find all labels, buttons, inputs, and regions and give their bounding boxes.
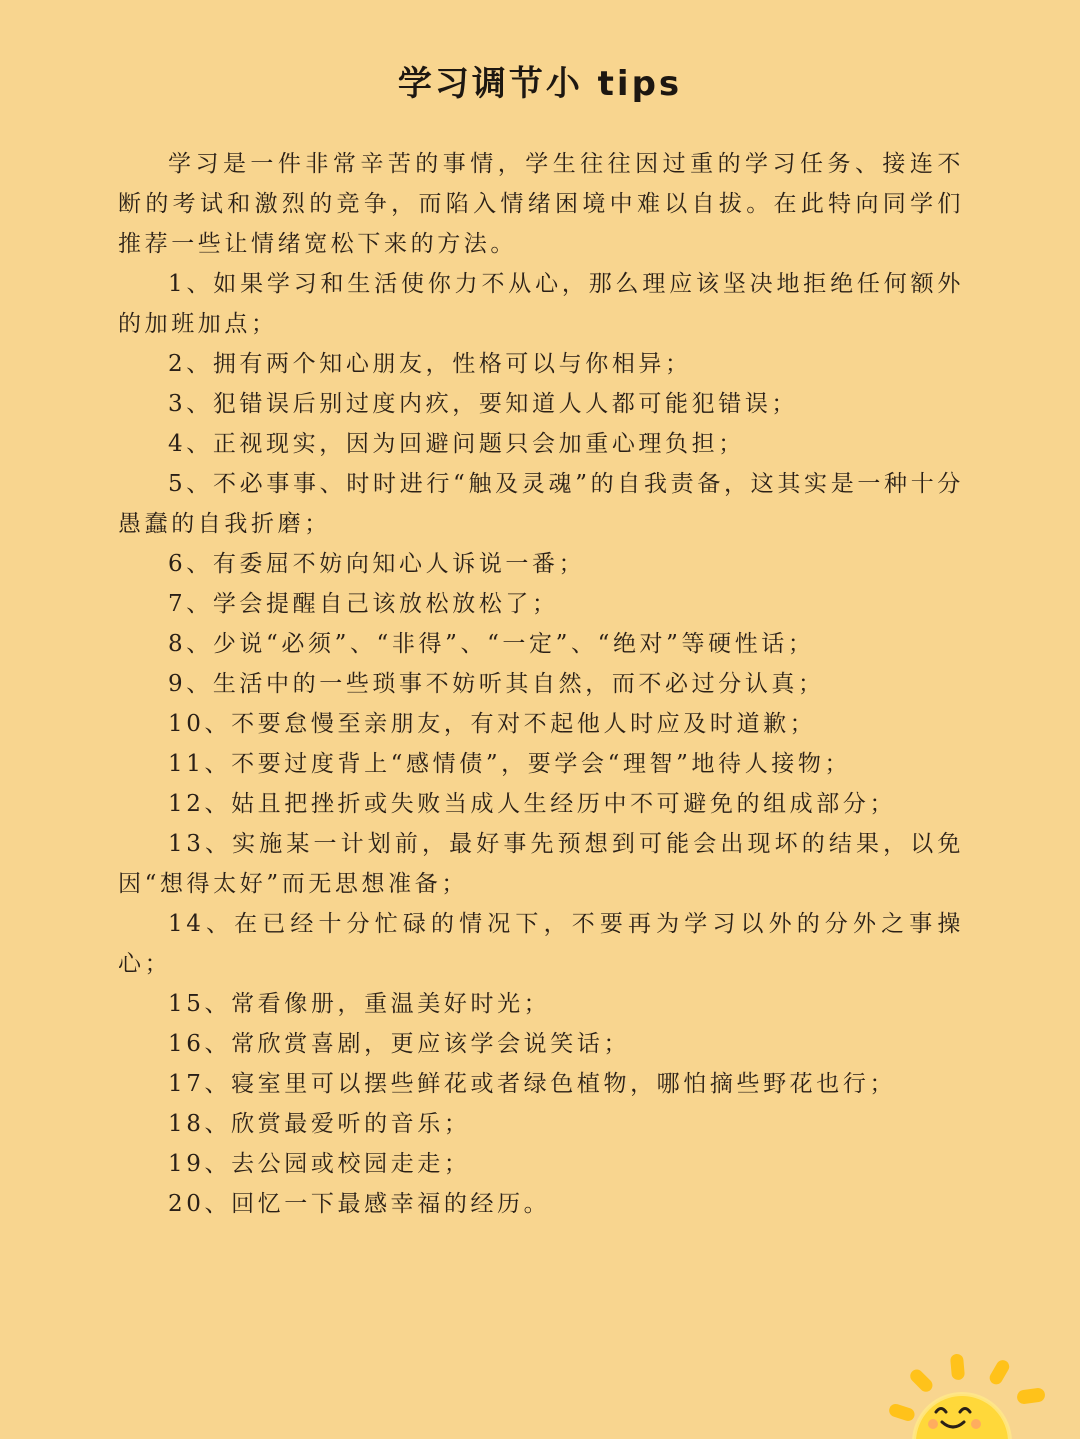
page-title: 学习调节小 tips — [397, 64, 683, 104]
tip-item: 6、有委屈不妨向知心人诉说一番； — [168, 551, 586, 577]
tip-item: 1、如果学习和生活使你力不从心，那么理应该坚决地拒绝任何额外的加班加点； — [118, 271, 964, 337]
tip-item: 16、常欣赏喜剧，更应该学会说笑话； — [168, 1031, 631, 1057]
tip-item: 10、不要怠慢至亲朋友，有对不起他人时应及时道歉； — [168, 711, 817, 737]
intro-paragraph: 学习是一件非常辛苦的事情，学生往往因过重的学习任务、接连不断的考试和激烈的竞争，而陷入情绪困境中难以自拔。在此特向同学们推荐一些让情绪宽松下来的方法。 — [118, 151, 964, 257]
tip-item: 13、实施某一计划前，最好事先预想到可能会出现坏的结果，以免因“想得太好”而无思想准备； — [118, 831, 964, 897]
tip-item: 3、犯错误后别过度内疚，要知道人人都可能犯错误； — [168, 391, 799, 417]
tip-item: 8、少说“必须”、“非得”、“一定”、“绝对”等硬性话； — [168, 631, 815, 657]
tip-item: 2、拥有两个知心朋友，性格可以与你相异； — [168, 351, 692, 377]
tip-item: 11、不要过度背上“感情债”，要学会“理智”地待人接物； — [168, 751, 852, 777]
tip-item: 4、正视现实，因为回避问题只会加重心理负担； — [168, 431, 745, 457]
document-body — [118, 144, 964, 1224]
tip-item: 5、不必事事、时时进行“触及灵魂”的自我责备，这其实是一种十分愚蠢的自我折磨； — [118, 471, 964, 537]
tip-item: 12、姑且把挫折或失败当成人生经历中不可避免的组成部分； — [168, 791, 897, 817]
tip-item: 18、欣赏最爱听的音乐； — [168, 1111, 471, 1137]
tip-item: 19、去公园或校园走走； — [168, 1151, 471, 1177]
smiling-sun-icon — [880, 1350, 1080, 1439]
tip-item: 17、寝室里可以摆些鲜花或者绿色植物，哪怕摘些野花也行； — [168, 1071, 897, 1097]
tip-item: 14、在已经十分忙碌的情况下，不要再为学习以外的分外之事操心； — [118, 911, 964, 977]
tip-item: 9、生活中的一些琐事不妨听其自然，而不必过分认真； — [168, 671, 825, 697]
tips-list — [118, 264, 964, 1224]
tip-item: 15、常看像册，重温美好时光； — [168, 991, 551, 1017]
tip-item: 7、学会提醒自己该放松放松了； — [168, 591, 559, 617]
tip-item: 20、回忆一下最感幸福的经历。 — [168, 1191, 551, 1217]
